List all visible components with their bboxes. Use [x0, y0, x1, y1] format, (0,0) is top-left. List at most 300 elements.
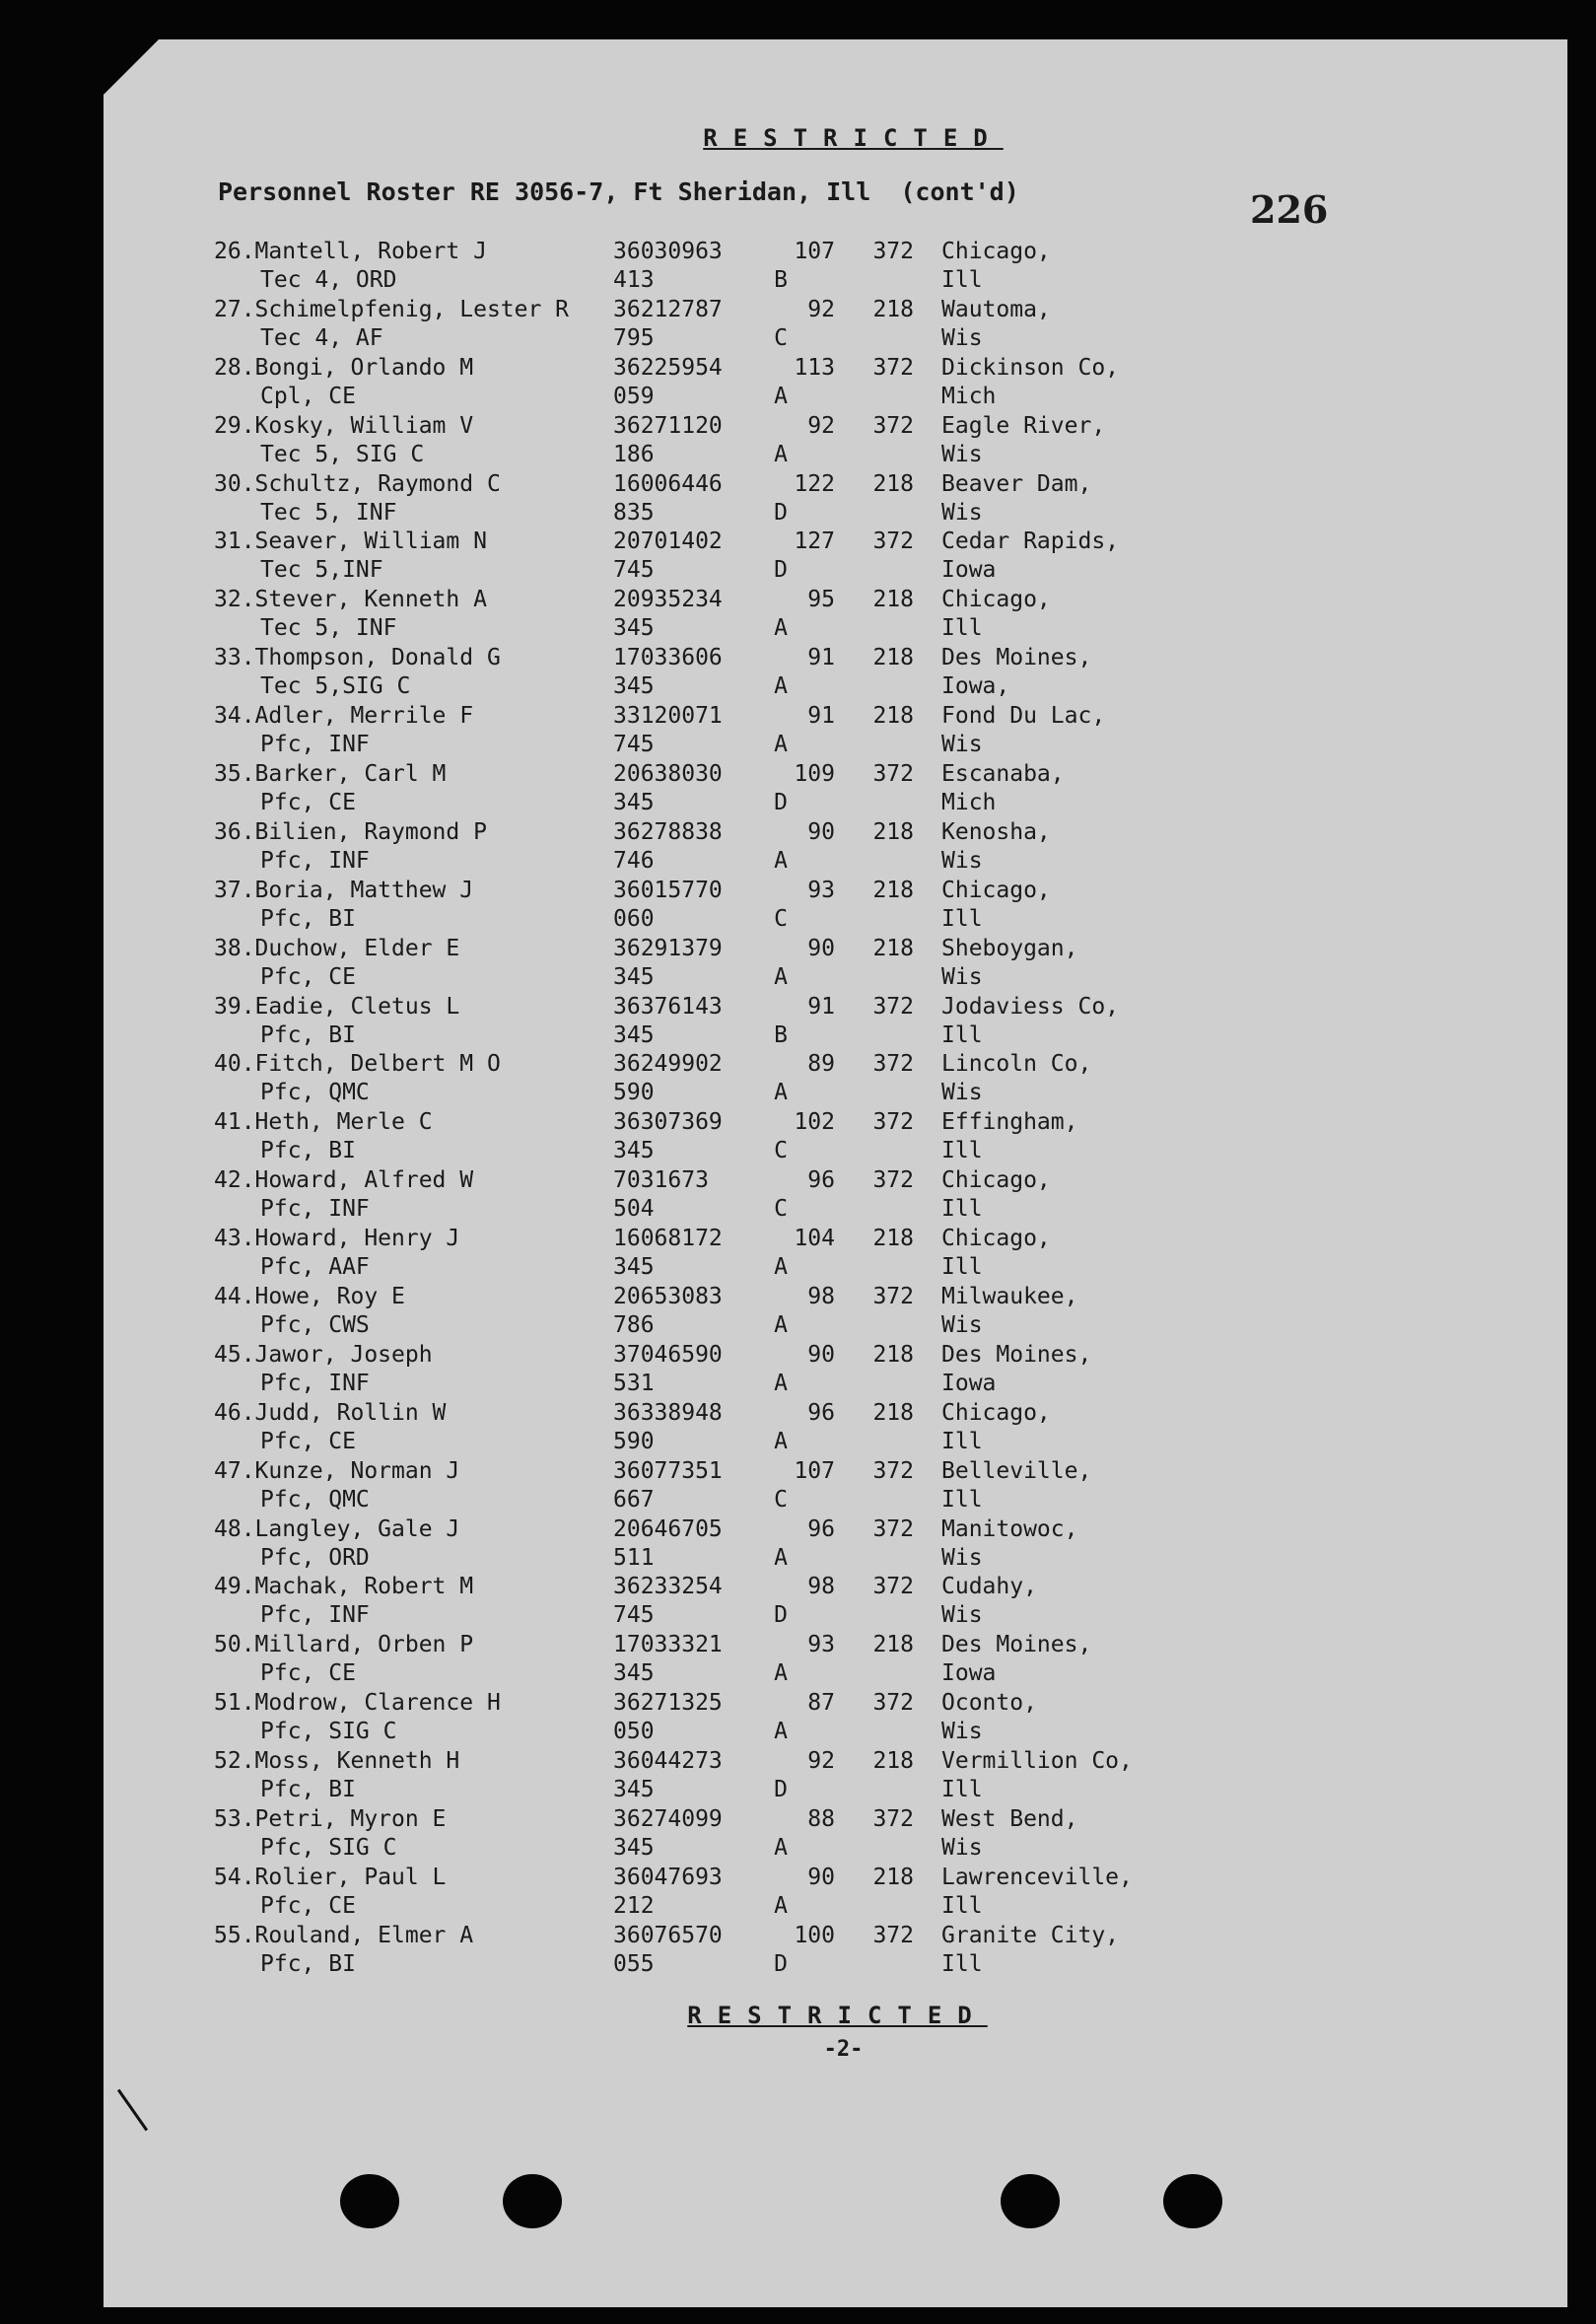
rank-branch: Pfc, CE [260, 1892, 356, 1919]
restricted-stamp-bottom: RESTRICTED [687, 2002, 988, 2029]
home-city: West Bend, [941, 1806, 1078, 1833]
home-state: Ill [941, 1777, 983, 1803]
entry-name: Judd, Rollin W [254, 1399, 447, 1426]
serial-number: 33120071 [613, 703, 723, 730]
score-2: 372 [872, 1167, 914, 1194]
serial-number: 36233254 [613, 1574, 723, 1600]
mos-code: 059 [613, 383, 655, 409]
score-1: 107 [794, 1457, 835, 1484]
score-1: 93 [807, 1632, 835, 1658]
home-state: Ill [941, 1254, 983, 1281]
entry-name: Howe, Roy E [254, 1284, 405, 1310]
entry-number-name [214, 1109, 433, 1135]
grade-letter: A [774, 1660, 788, 1687]
grade-letter: A [774, 1080, 788, 1106]
home-state: Ill [941, 1892, 983, 1919]
entry-number-name [214, 878, 473, 903]
entry-number: 42. [214, 1167, 255, 1194]
home-city: Dickinson Co, [941, 354, 1120, 381]
rank-branch: Pfc, INF [260, 847, 370, 874]
entry-number-name [214, 1458, 459, 1484]
rank-branch: Pfc, CE [260, 1428, 356, 1454]
mos-code: 504 [613, 1196, 655, 1223]
entry-number: 40. [214, 1051, 255, 1078]
rank-branch: Pfc, BI [260, 1950, 356, 1977]
mos-code: 345 [613, 1021, 655, 1048]
grade-letter: A [774, 1719, 788, 1745]
entry-number-name [214, 1167, 473, 1193]
home-city: Granite City, [941, 1922, 1120, 1948]
serial-number: 36278838 [613, 818, 723, 845]
entry-number-name [214, 936, 459, 961]
entry-number-name [214, 587, 487, 612]
home-state: Mich [941, 383, 997, 409]
score-1: 107 [794, 239, 835, 264]
home-city: Chicago, [941, 877, 1051, 903]
score-2: 218 [872, 818, 914, 845]
serial-number: 36044273 [613, 1748, 723, 1775]
pencil-tick-mark [117, 2089, 148, 2132]
entry-number: 29. [214, 412, 255, 439]
entry-name: Langley, Gale J [254, 1515, 460, 1542]
rank-branch: Pfc, CE [260, 1660, 356, 1687]
grade-letter: C [774, 324, 788, 351]
score-2: 372 [872, 1806, 914, 1833]
entry-number: 32. [214, 587, 255, 613]
rank-branch: Pfc, QMC [260, 1080, 370, 1106]
home-state: Wis [941, 1835, 983, 1862]
grade-letter: A [774, 1370, 788, 1396]
serial-number: 36338948 [613, 1399, 723, 1426]
entry-number: 35. [214, 761, 255, 788]
score-1: 96 [807, 1515, 835, 1542]
entry-name: Machak, Robert M [254, 1574, 474, 1600]
score-2: 372 [872, 761, 914, 788]
home-city: Des Moines, [941, 645, 1092, 671]
rank-branch: Pfc, SIG C [260, 1719, 397, 1745]
score-2: 372 [872, 528, 914, 555]
entry-number-name [214, 1226, 459, 1251]
mos-code: 745 [613, 1602, 655, 1629]
serial-number: 36212787 [613, 296, 723, 322]
mos-code: 055 [613, 1950, 655, 1977]
home-state: Ill [941, 1428, 983, 1454]
entry-name: Adler, Merrile F [254, 703, 474, 730]
home-city: Manitowoc, [941, 1515, 1078, 1542]
home-city: Milwaukee, [941, 1284, 1078, 1310]
home-city: Chicago, [941, 1167, 1051, 1194]
entry-number-name [214, 413, 473, 439]
score-1: 92 [807, 1748, 835, 1775]
entry-number: 28. [214, 354, 255, 381]
rank-branch: Pfc, BI [260, 1138, 356, 1164]
score-2: 218 [872, 587, 914, 613]
mos-code: 531 [613, 1370, 655, 1396]
grade-letter: D [774, 499, 788, 526]
grade-letter: B [774, 267, 788, 293]
entry-number: 44. [214, 1284, 255, 1310]
entry-number-name [214, 471, 501, 497]
mos-code: 345 [613, 1660, 655, 1687]
serial-number: 17033321 [613, 1632, 723, 1658]
entry-number: 33. [214, 645, 255, 671]
serial-number: 17033606 [613, 645, 723, 671]
entry-name: Jawor, Joseph [254, 1341, 433, 1368]
home-state: Wis [941, 1719, 983, 1745]
serial-number: 37046590 [613, 1341, 723, 1368]
grade-letter: D [774, 1777, 788, 1803]
entry-name: Stever, Kenneth A [254, 587, 487, 613]
serial-number: 36376143 [613, 993, 723, 1020]
punch-hole [503, 2174, 562, 2228]
score-1: 91 [807, 645, 835, 671]
entry-number: 47. [214, 1457, 255, 1484]
score-1: 98 [807, 1284, 835, 1310]
restricted-stamp-top: RESTRICTED [703, 124, 1004, 152]
score-1: 92 [807, 296, 835, 322]
home-state: Wis [941, 1602, 983, 1629]
mos-code: 511 [613, 1544, 655, 1571]
entry-number-name [214, 703, 473, 729]
mos-code: 795 [613, 324, 655, 351]
entry-number-name [214, 297, 569, 322]
score-1: 92 [807, 412, 835, 439]
mos-code: 745 [613, 557, 655, 584]
entry-name: Fitch, Delbert M O [254, 1051, 501, 1078]
score-2: 218 [872, 1748, 914, 1775]
score-1: 98 [807, 1574, 835, 1600]
mos-code: 345 [613, 1254, 655, 1281]
home-state: Wis [941, 963, 983, 990]
roster-header: Personnel Roster RE 3056-7, Ft Sheridan, Ill (cont'd) [218, 177, 1019, 206]
home-state: Wis [941, 732, 983, 758]
grade-letter: A [774, 383, 788, 409]
grade-letter: A [774, 963, 788, 990]
home-city: Fond Du Lac, [941, 703, 1106, 730]
rank-branch: Pfc, SIG C [260, 1835, 397, 1862]
entry-number: 46. [214, 1399, 255, 1426]
rank-branch: Pfc, CE [260, 963, 356, 990]
home-city: Chicago, [941, 1399, 1051, 1426]
score-2: 218 [872, 1632, 914, 1658]
home-city: Lincoln Co, [941, 1051, 1092, 1078]
punch-hole [340, 2174, 399, 2228]
entry-number: 53. [214, 1806, 255, 1833]
entry-name: Modrow, Clarence H [254, 1690, 501, 1717]
serial-number: 36076570 [613, 1922, 723, 1948]
entry-name: Moss, Kenneth H [254, 1748, 460, 1775]
grade-letter: D [774, 557, 788, 584]
grade-letter: C [774, 1138, 788, 1164]
serial-number: 36249902 [613, 1051, 723, 1078]
entry-number-name [214, 819, 487, 845]
home-city: Cudahy, [941, 1574, 1037, 1600]
grade-letter: A [774, 1835, 788, 1862]
score-1: 109 [794, 761, 835, 788]
home-state: Wis [941, 1312, 983, 1339]
score-2: 372 [872, 239, 914, 264]
rank-branch: Tec 4, ORD [260, 267, 397, 293]
grade-letter: D [774, 790, 788, 816]
score-1: 122 [794, 470, 835, 497]
entry-name: Howard, Alfred W [254, 1167, 474, 1194]
entry-name: Mantell, Robert J [254, 239, 487, 264]
grade-letter: A [774, 615, 788, 642]
grade-letter: D [774, 1950, 788, 1977]
page-number: -2- [823, 2037, 864, 2062]
home-city: Cedar Rapids, [941, 528, 1120, 555]
entry-number-name [214, 761, 446, 787]
home-city: Chicago, [941, 239, 1051, 264]
score-2: 372 [872, 1515, 914, 1542]
grade-letter: C [774, 1486, 788, 1513]
mos-code: 186 [613, 441, 655, 467]
document-page [104, 39, 1567, 2307]
mos-code: 345 [613, 790, 655, 816]
rank-branch: Pfc, ORD [260, 1544, 370, 1571]
grade-letter: A [774, 1312, 788, 1339]
score-2: 218 [872, 1399, 914, 1426]
score-2: 218 [872, 877, 914, 903]
entry-number: 36. [214, 818, 255, 845]
entry-name: Seaver, William N [254, 528, 487, 555]
entry-number: 34. [214, 703, 255, 730]
serial-number: 20653083 [613, 1284, 723, 1310]
grade-letter: D [774, 1602, 788, 1629]
rank-branch: Tec 5, INF [260, 615, 397, 642]
rank-branch: Tec 5, INF [260, 499, 397, 526]
mos-code: 746 [613, 847, 655, 874]
entry-name: Howard, Henry J [254, 1226, 460, 1252]
score-2: 218 [872, 1226, 914, 1252]
score-1: 93 [807, 877, 835, 903]
grade-letter: A [774, 847, 788, 874]
entry-number: 48. [214, 1515, 255, 1542]
serial-number: 36225954 [613, 354, 723, 381]
entry-name: Heth, Merle C [254, 1109, 433, 1136]
score-1: 100 [794, 1922, 835, 1948]
score-1: 96 [807, 1399, 835, 1426]
score-1: 127 [794, 528, 835, 555]
mos-code: 786 [613, 1312, 655, 1339]
entry-name: Barker, Carl M [254, 761, 447, 788]
home-city: Effingham, [941, 1109, 1078, 1136]
mos-code: 590 [613, 1428, 655, 1454]
grade-letter: A [774, 1254, 788, 1281]
serial-number: 36030963 [613, 239, 723, 264]
rank-branch: Tec 4, AF [260, 324, 383, 351]
entry-name: Rolier, Paul L [254, 1864, 447, 1890]
rank-branch: Pfc, CWS [260, 1312, 370, 1339]
mos-code: 212 [613, 1892, 655, 1919]
entry-number-name [214, 239, 487, 264]
rank-branch: Pfc, BI [260, 1021, 356, 1048]
entry-number-name [214, 994, 459, 1020]
home-state: Wis [941, 324, 983, 351]
score-2: 372 [872, 1051, 914, 1078]
score-2: 218 [872, 1341, 914, 1368]
home-state: Ill [941, 905, 983, 932]
home-state: Ill [941, 1138, 983, 1164]
entry-number-name [214, 1865, 446, 1890]
rank-branch: Cpl, CE [260, 383, 356, 409]
score-2: 372 [872, 1922, 914, 1948]
entry-number: 50. [214, 1632, 255, 1658]
punch-hole [1163, 2174, 1222, 2228]
grade-letter: A [774, 1892, 788, 1919]
entry-name: Kosky, William V [254, 412, 474, 439]
entry-number-name [214, 1748, 459, 1774]
entry-number: 41. [214, 1109, 255, 1136]
score-1: 90 [807, 935, 835, 961]
home-state: Iowa [941, 1370, 997, 1396]
home-state: Ill [941, 615, 983, 642]
home-state: Ill [941, 1486, 983, 1513]
mos-code: 345 [613, 615, 655, 642]
home-state: Ill [941, 1021, 983, 1048]
home-state: Ill [941, 1950, 983, 1977]
home-state: Wis [941, 1080, 983, 1106]
score-1: 89 [807, 1051, 835, 1078]
punch-hole [1001, 2174, 1060, 2228]
home-city: Belleville, [941, 1457, 1092, 1484]
entry-number: 49. [214, 1574, 255, 1600]
score-1: 88 [807, 1806, 835, 1833]
mos-code: 835 [613, 499, 655, 526]
grade-letter: C [774, 1196, 788, 1223]
rank-branch: Pfc, INF [260, 1602, 370, 1629]
score-1: 113 [794, 354, 835, 381]
serial-number: 16006446 [613, 470, 723, 497]
score-2: 372 [872, 1574, 914, 1600]
score-2: 218 [872, 296, 914, 322]
serial-number: 36271120 [613, 412, 723, 439]
entry-number-name [214, 1632, 473, 1657]
entry-number-name [214, 1574, 473, 1599]
score-1: 96 [807, 1167, 835, 1194]
mos-code: 745 [613, 732, 655, 758]
home-city: Chicago, [941, 1226, 1051, 1252]
rank-branch: Pfc, AAF [260, 1254, 370, 1281]
rank-branch: Pfc, CE [260, 790, 356, 816]
home-state: Wis [941, 441, 983, 467]
serial-number: 20638030 [613, 761, 723, 788]
score-2: 372 [872, 993, 914, 1020]
home-state: Ill [941, 267, 983, 293]
entry-name: Duchow, Elder E [254, 935, 460, 961]
grade-letter: A [774, 732, 788, 758]
home-city: Des Moines, [941, 1632, 1092, 1658]
grade-letter: A [774, 1544, 788, 1571]
serial-number: 16068172 [613, 1226, 723, 1252]
grade-letter: A [774, 1428, 788, 1454]
home-state: Iowa [941, 557, 997, 584]
entry-number-name [214, 528, 487, 554]
home-state: Wis [941, 1544, 983, 1571]
home-city: Kenosha, [941, 818, 1051, 845]
home-city: Wautoma, [941, 296, 1051, 322]
score-1: 90 [807, 1341, 835, 1368]
entry-number: 52. [214, 1748, 255, 1775]
home-state: Iowa, [941, 673, 1010, 700]
home-city: Des Moines, [941, 1341, 1092, 1368]
home-state: Wis [941, 499, 983, 526]
rank-branch: Pfc, INF [260, 732, 370, 758]
grade-letter: B [774, 1021, 788, 1048]
home-state: Wis [941, 847, 983, 874]
score-2: 372 [872, 412, 914, 439]
mos-code: 345 [613, 1777, 655, 1803]
home-city: Lawrenceville, [941, 1864, 1133, 1890]
entry-number: 26. [214, 239, 255, 264]
mos-code: 345 [613, 1138, 655, 1164]
home-city: Escanaba, [941, 761, 1065, 788]
entry-name: Bongi, Orlando M [254, 354, 474, 381]
entry-number: 51. [214, 1690, 255, 1717]
mos-code: 345 [613, 963, 655, 990]
serial-number: 36291379 [613, 935, 723, 961]
serial-number: 20646705 [613, 1515, 723, 1542]
score-1: 91 [807, 703, 835, 730]
entry-name: Schultz, Raymond C [254, 470, 501, 497]
entry-number-name [214, 645, 501, 670]
entry-name: Kunze, Norman J [254, 1457, 460, 1484]
entry-number-name [214, 1400, 446, 1426]
entry-number-name [214, 1690, 501, 1716]
home-state: Ill [941, 1196, 983, 1223]
score-2: 372 [872, 1109, 914, 1136]
mos-code: 345 [613, 1835, 655, 1862]
entry-number-name [214, 1806, 446, 1832]
serial-number: 20701402 [613, 528, 723, 555]
entry-number-name [214, 1284, 405, 1309]
entry-name: Eadie, Cletus L [254, 993, 460, 1020]
entry-number: 37. [214, 877, 255, 903]
entry-number: 39. [214, 993, 255, 1020]
score-2: 372 [872, 1457, 914, 1484]
rank-branch: Pfc, BI [260, 1777, 356, 1803]
home-city: Vermillion Co, [941, 1748, 1133, 1775]
score-2: 218 [872, 703, 914, 730]
entry-number: 54. [214, 1864, 255, 1890]
entry-number: 38. [214, 935, 255, 961]
serial-number: 36077351 [613, 1457, 723, 1484]
home-city: Oconto, [941, 1690, 1037, 1717]
entry-number: 55. [214, 1922, 255, 1948]
mos-code: 050 [613, 1719, 655, 1745]
rank-branch: Tec 5, SIG C [260, 441, 425, 467]
entry-name: Boria, Matthew J [254, 877, 474, 903]
mos-code: 590 [613, 1080, 655, 1106]
score-1: 90 [807, 818, 835, 845]
rank-branch: Pfc, QMC [260, 1486, 370, 1513]
mos-code: 060 [613, 905, 655, 932]
entry-number: 30. [214, 470, 255, 497]
score-1: 104 [794, 1226, 835, 1252]
entry-number: 45. [214, 1341, 255, 1368]
score-1: 87 [807, 1690, 835, 1717]
serial-number: 7031673 [613, 1167, 709, 1194]
mos-code: 667 [613, 1486, 655, 1513]
score-1: 95 [807, 587, 835, 613]
entry-number: 43. [214, 1226, 255, 1252]
grade-letter: A [774, 673, 788, 700]
serial-number: 20935234 [613, 587, 723, 613]
rank-branch: Pfc, BI [260, 905, 356, 932]
serial-number: 36274099 [613, 1806, 723, 1833]
home-city: Chicago, [941, 587, 1051, 613]
serial-number: 36047693 [613, 1864, 723, 1890]
